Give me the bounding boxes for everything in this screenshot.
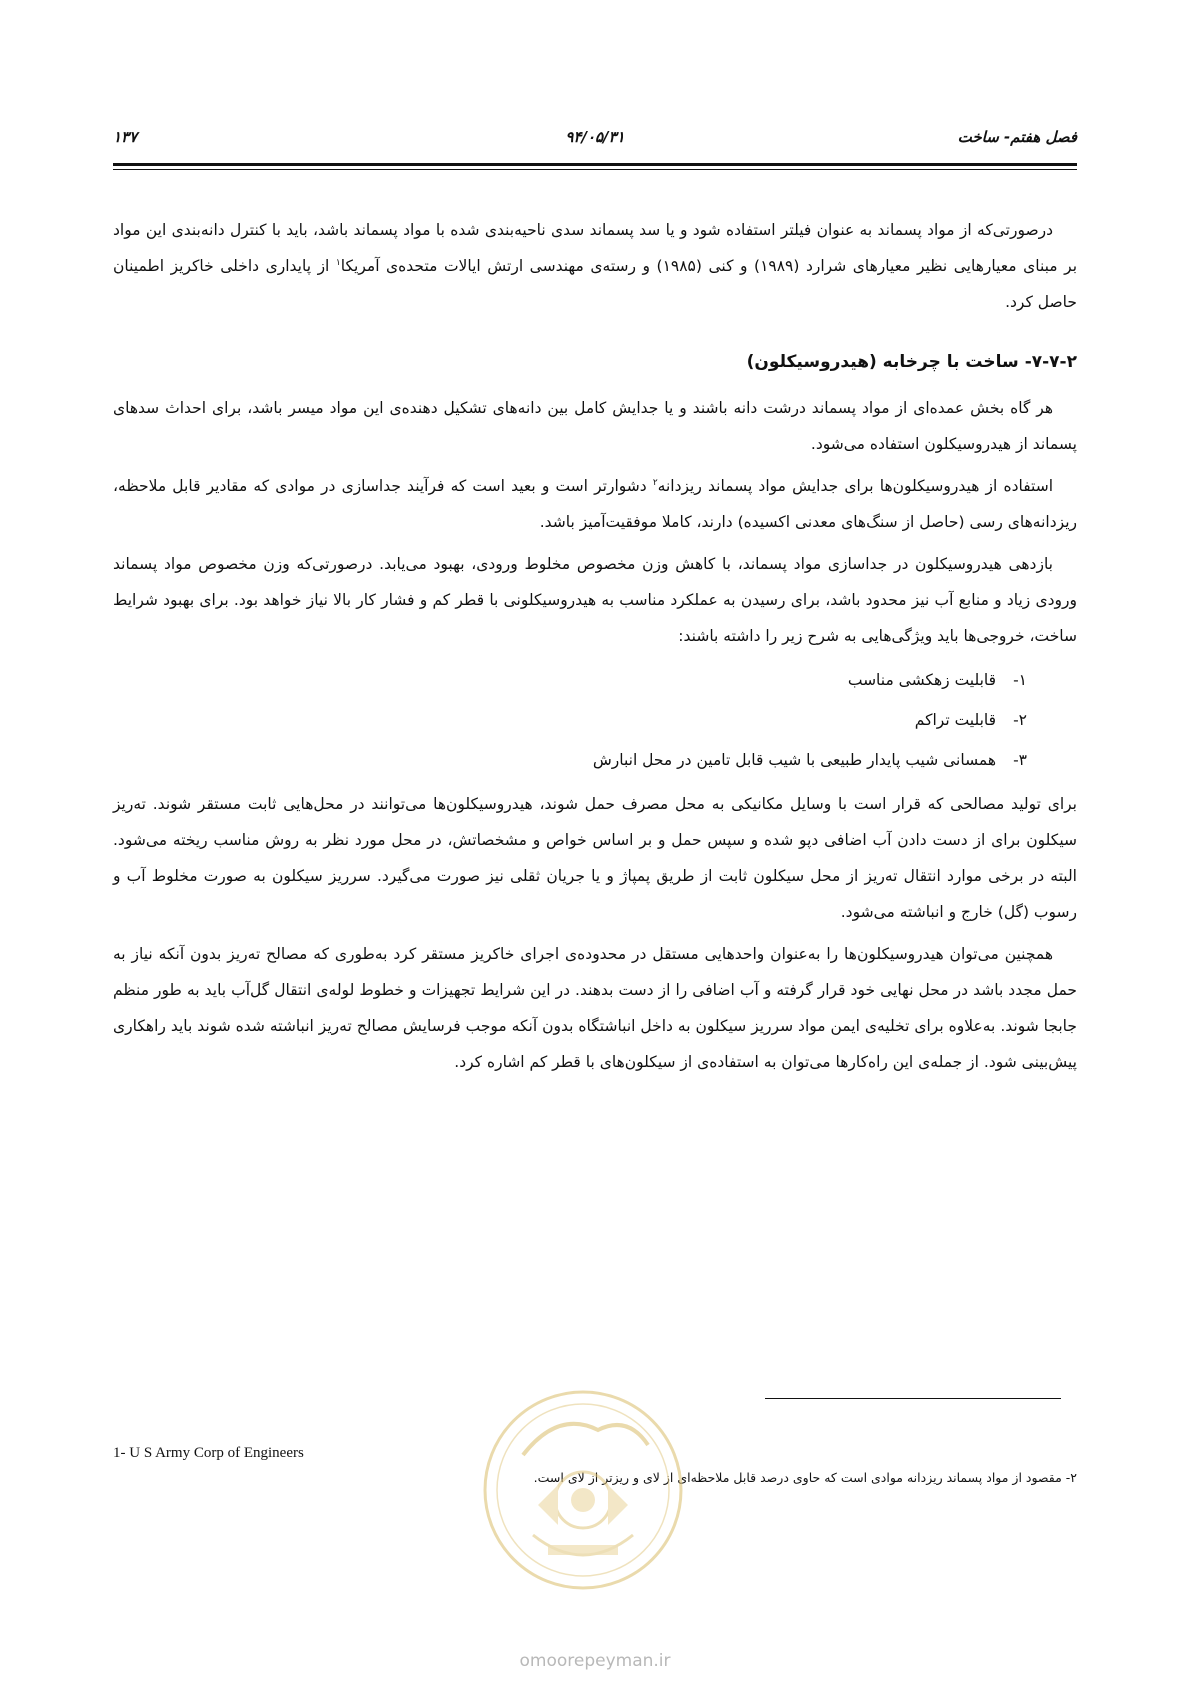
paragraph-5: برای تولید مصالحی که قرار است با وسایل مکانیکی به محل مصرف حمل شوند، هیدروسیکلون‌ها می‌توانند در محل‌هایی ثابت مستقر شوند. ته‌ریز سیکلون برای از دست دادن آب اضافی دپو شده و سپس حمل و بر اساس خواص و مشخصاتش، در محل مورد نظر به روش مناسب ریخته می‌شود. البته در برخی موارد انتقال ته‌ریز از محل سیکلون ثابت از طریق پمپاژ و یا جریان ثقلی نیز صورت می‌گیرد. سرریز سیکلون به صورت مخلوط آب و رسوب (گل) خارج و انباشته می‌شود. bbox=[113, 795, 1077, 921]
list-item bbox=[113, 700, 1027, 740]
paragraph-1-tail: از پایداری داخلی خاکریز اطمینان حاصل کرد. bbox=[113, 257, 1077, 311]
page-body bbox=[113, 212, 1077, 1086]
list-item bbox=[113, 660, 1027, 700]
paragraph-1 bbox=[113, 212, 1077, 320]
paragraph-4: بازدهی هیدروسیکلون در جداسازی مواد پسماند، با کاهش وزن مخصوص مخلوط ورودی، بهبود می‌یابد. درصورتی‌که وزن مخصوص مواد پسماند ورودی زیاد و منابع آب نیز محدود باشد، برای رسیدن به عملکرد مناسب به هیدروسیکلونی با قطر کم و فشار کار بالا نیاز خواهد بود. برای بهبود شرایط ساخت، خروجی‌ها باید ویژگی‌هایی به شرح زیر را داشته باشند: bbox=[113, 555, 1077, 645]
list-item-text: همسانی شیب پایدار طبیعی با شیب قابل تامین در محل انبارش bbox=[592, 751, 997, 769]
watermark-seal-icon bbox=[478, 1385, 688, 1595]
paragraph-6: همچنین می‌توان هیدروسیکلون‌ها را به‌عنوان واحدهایی مستقل در محدوده‌ی اجرای خاکریز مستقر کرد به‌طوری که مصالح ته‌ریز بدون آنکه نیاز به حمل مجدد باشد در محل نهایی خود قرار گرفته و آب اضافی را از دست بدهند. در این شرایط تجهیزات و خطوط لوله‌ی انتقال گل‌آب باید به طور منظم جابجا شوند. به‌علاوه برای تخلیه‌ی ایمن مواد سرریز سیکلون به داخل انباشتگاه بدون آنکه موجب فرسایش مصالح ته‌ریز انباشته شده شوند باید راهکاری پیش‌بینی شود. از جمله‌ی این راه‌کارها می‌توان به استفاده‌ی از سیکلون‌های با قطر کم اشاره کرد. bbox=[113, 945, 1077, 1071]
list-item bbox=[113, 740, 1027, 780]
header-rule-thin bbox=[113, 169, 1077, 170]
header-rule-thick bbox=[113, 163, 1077, 166]
list-item-number: ۱- bbox=[1013, 671, 1027, 689]
page-number: ۱۳۷ bbox=[113, 128, 138, 146]
paragraph-2: هر گاه بخش عمده‌ای از مواد پسماند درشت دانه باشند و یا جدایش کامل بین دانه‌های تشکیل دهنده‌ی این مواد میسر باشد، برای احداث سدهای پسماند از هیدروسیکلون استفاده می‌شود. bbox=[113, 399, 1077, 453]
footnote-ref-1: ۱ bbox=[335, 257, 341, 268]
requirements-list bbox=[113, 660, 1077, 780]
list-item-number: ۳- bbox=[1013, 751, 1027, 769]
page-header bbox=[113, 128, 1077, 154]
list-item-number: ۲- bbox=[1013, 711, 1027, 729]
list-item-text: قابلیت زهکشی مناسب bbox=[847, 671, 997, 689]
section-heading: ۷-۷-۲- ساخت با چرخابه (هیدروسیکلون) bbox=[746, 352, 1077, 372]
footnote-1: 1- U S Army Corp of Engineers bbox=[113, 1445, 304, 1461]
watermark-text: omoorepeyman.ir bbox=[519, 1651, 671, 1671]
footnote-2: ۲- مقصود از مواد پسماند ریزدانه موادی است که حاوی درصد قابل ملاحظه‌ای از لای و ریزتر از لای است. bbox=[533, 1470, 1077, 1485]
paragraph-3-head: استفاده از هیدروسیکلون‌ها برای جدایش مواد پسماند ریزدانه bbox=[657, 477, 1054, 495]
paragraph-3 bbox=[113, 468, 1077, 540]
chapter-title: فصل هفتم- ساخت bbox=[957, 128, 1077, 146]
paragraph-3-tail: دشوارتر است و بعید است که فرآیند جداسازی در موادی که مقادیر قابل ملاحظه، ریزدانه‌های رسی (حاصل از سنگ‌های معدنی اکسیده) دارند، کاملا موفقیت‌آمیز باشد. bbox=[113, 477, 1077, 531]
footnote-rule bbox=[765, 1398, 1061, 1399]
list-item-text: قابلیت تراکم bbox=[914, 711, 997, 729]
header-date: ۹۴/۰۵/۳۱ bbox=[565, 128, 625, 146]
footnote-ref-2: ۲ bbox=[652, 477, 658, 488]
paragraph-1-text: درصورتی‌که از مواد پسماند به عنوان فیلتر استفاده شود و یا سد پسماند سدی ناحیه‌بندی شده با مواد پسماند باشد، باید با کنترل دانه‌بندی این مواد بر مبنای معیارهایی نظیر معیارهای شرارد (۱۹۸۹) و کنی (۱۹۸۵) و رسته‌ی مهندسی ارتش ایالات متحده‌ی آمریکا bbox=[113, 221, 1078, 275]
